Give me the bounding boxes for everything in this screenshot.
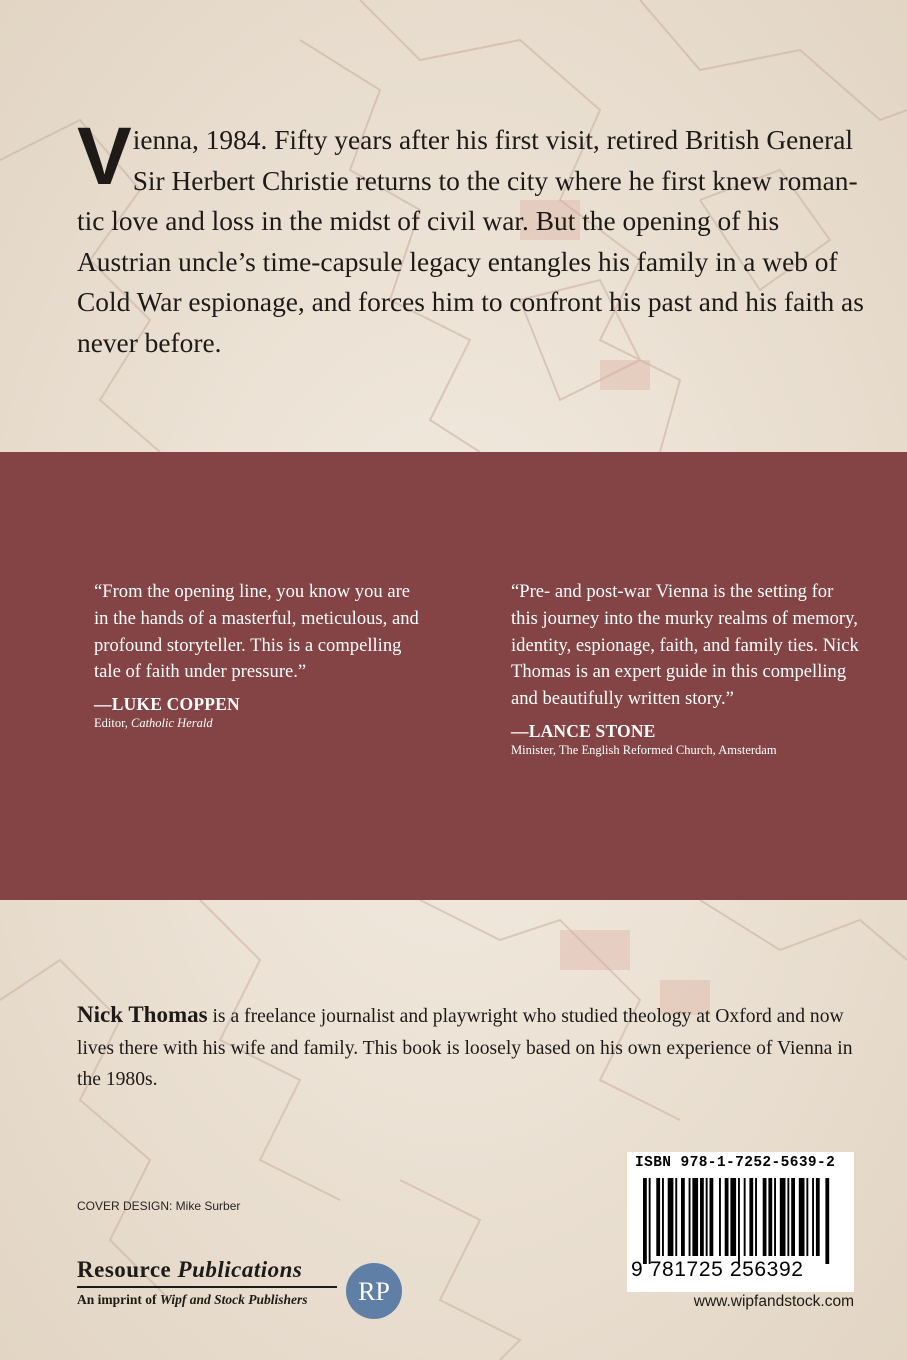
publisher-divider (77, 1286, 337, 1288)
bio-text: is a freelance journalist and playwright who studied theology at Oxford and now lives there with his wife and family. This book is loosely based on his own experience of Vienna in the 1980s. (77, 1006, 853, 1090)
publisher-website: www.wipfandstock.com (693, 1293, 854, 1310)
isbn-label: ISBN 978-1-7252-5639-2 (635, 1155, 836, 1171)
endorsement-role: Minister, The English Reformed Church, Amsterdam (511, 742, 777, 757)
drop-cap: V (77, 111, 129, 202)
publisher-name: Resource Publications (77, 1257, 303, 1282)
publisher-block (77, 1256, 337, 1308)
endorsement-quote: “From the opening line, you know you are in the hands of a masterful, meticulous, and profound storyteller. This is a compelling tale of faith under pressure.” (94, 581, 419, 683)
publisher-imprint: An imprint of Wipf and Stock Publishers (77, 1292, 308, 1307)
endorsement-1 (94, 579, 424, 731)
logo-text: RP (358, 1277, 390, 1306)
cover-design-credit: COVER DESIGN: Mike Surber (77, 1199, 241, 1213)
author-bio (77, 999, 867, 1096)
endorsements-band (0, 452, 907, 900)
rp-logo-icon (345, 1262, 403, 1320)
description-blurb (77, 111, 867, 364)
endorsement-quote: “Pre- and post-war Vienna is the setting for this journey into the murky realms of memory, identity, espionage, faith, and family ties. Nick Thomas is an expert guide in this compelling and beautifully written story.” (511, 581, 859, 710)
endorsement-author: —LANCE STONE (511, 720, 656, 741)
blurb-text: ienna, 1984. Fifty years after his first visit, retired British General Sir Herbert Christie returns to the city where he first knew romantic love and loss in the midst of civil war. But the opening of his Austrian uncle’s time-capsule legacy entangles his family in a web of Cold War espionage, and forces him to confront his past and his faith as never before. (77, 125, 864, 358)
author-name: Nick Thomas (77, 1002, 208, 1027)
endorsement-role: Editor, Catholic Herald (94, 716, 213, 731)
endorsement-author: —LUKE COPPEN (94, 694, 240, 715)
isbn-barcode (627, 1152, 854, 1292)
isbn-digits: 9 781725 256392 (631, 1258, 804, 1281)
endorsement-2 (511, 579, 861, 758)
